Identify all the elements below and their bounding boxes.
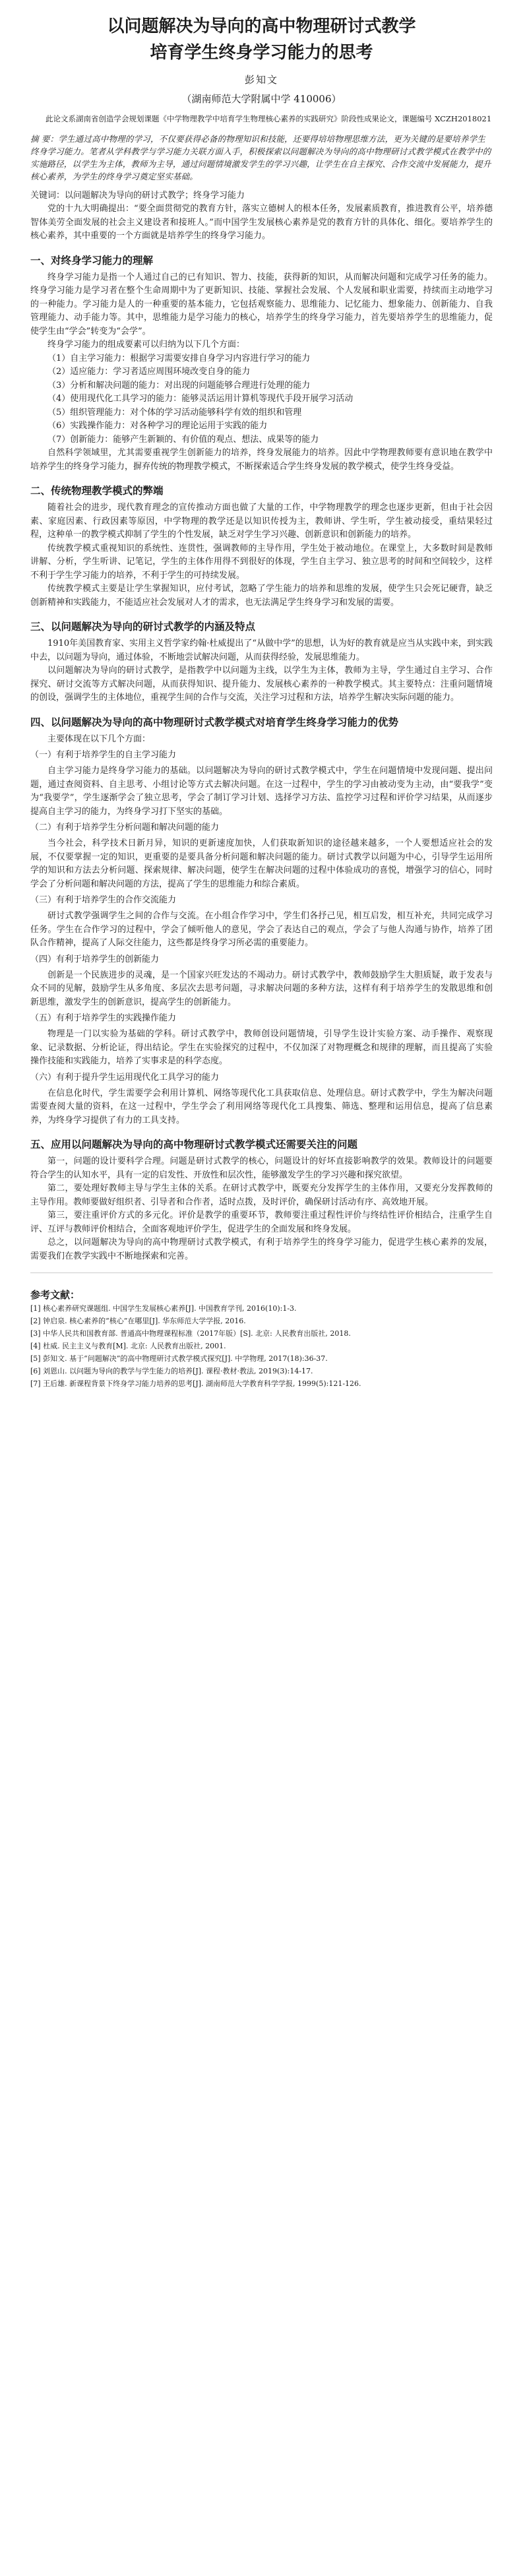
paragraph: 随着社会的进步，现代教育理念的宣传推动方面也做了大量的工作，中学物理教学的理念也逐步更新，但由于社会因素、家庭因素、行政因素等原因，中学物理的教学还是以知识传授为主，教师讲、学生听，学生被动接受，重结果轻过程，这种单一的教学模式抑制了学生的个性发展，缺乏对学生学习兴趣、创新意识和创新能力的培养。: [30, 503, 493, 540]
divider: [30, 1272, 493, 1273]
subsection-heading: （三）有利于培养学生的合作交流能力: [30, 895, 177, 905]
section-heading: 五、应用以问题解决为导向的高中物理研讨式教学模式还需要关注的问题: [30, 1139, 358, 1150]
list-item: （6）实践操作能力：对各种学习的理论运用于实践的能力: [47, 421, 268, 431]
section-heading: 二、传统物理教学模式的弊端: [30, 485, 164, 497]
affiliation: （湖南师范大学附属中学 410006）: [181, 93, 342, 105]
paragraph: 1910年美国教育家、实用主义哲学家约翰·杜威提出了“从做中学”的思想，认为好的教育就是应当从实践中来，到实践中去，以问题为导向，通过体验，不断地尝试解决问题，从而获得经验，发展思维能力。: [30, 639, 493, 662]
paragraph: 党的十九大明确提出：“要全面贯彻党的教育方针，落实立德树人的根本任务，发展素质教育，推进教育公平，培养德智体美劳全面发展的社会主义建设者和接班人。”而中国学生发展核心素养是党的教育方针的具体化、细化。要培养学生的核心素养，其中重要的一个方面就是培养学生的终身学习能力。: [30, 204, 493, 241]
paragraph: 物理是一门以实验为基础的学科。研讨式教学中，教师创设问题情境，引导学生设计实验方案、动手操作、观察现象、记录数据、分析论证，得出结论。学生在实验探究的过程中，不仅加深了对物理概念和规律的理解，而且提高了实验操作技能和实践能力，培养了实事求是的科学态度。: [30, 1029, 493, 1066]
paragraph: 传统教学模式重视知识的系统性、连贯性，强调教师的主导作用，学生处于被动地位。在课堂上，大多数时间是教师讲解、分析，学生听讲、记笔记，学生的主体作用得不到很好的体现，学生自主学习、独立思考的时间和空间较少，这样不利于学生学习能力的培养，不利于学生的可持续发展。: [30, 543, 493, 581]
reference-item: [6] 刘恩山. 以问题为导向的教学与学生能力的培养[J]. 课程·教材·教法, 2019(3):14-17.: [30, 1367, 313, 1375]
section-heading: 四、以问题解决为导向的高中物理研讨式教学模式对培育学生终身学习能力的优势: [30, 716, 399, 728]
section: [30, 714, 493, 1128]
keywords: 关键词：以问题解决为导向的研讨式教学；终身学习能力: [30, 191, 245, 201]
paragraph: 创新是一个民族进步的灵魂，是一个国家兴旺发达的不竭动力。研讨式教学中，教师鼓励学生大胆质疑，敢于发表与众不同的见解，鼓励学生从多角度、多层次去思考问题，寻求解决问题的多种方法，这样有利于培养学生的发散思维和创新思维，激发学生的创新意识，提高学生的创新能力。: [30, 970, 493, 1007]
section: [30, 203, 493, 243]
section-heading: 三、以问题解决为导向的研讨式教学的内涵及特点: [30, 621, 256, 633]
references-title: 参考文献：: [30, 1289, 80, 1301]
paragraph: 传统教学模式主要是让学生掌握知识，应付考试，忽略了学生能力的培养和思维的发展，使学生只会死记硬背，缺乏创新精神和实践能力，不能适应社会发展对人才的需求，也无法满足学生终身学习和发展的需要。: [30, 584, 493, 608]
subsection-heading: （六）有利于提升学生运用现代化工具学习的能力: [30, 1072, 220, 1083]
paragraph: 自主学习能力是终身学习能力的基础。以问题解决为导向的研讨式教学模式中，学生在问题情境中发现问题、提出问题，通过查阅资料、自主思考、小组讨论等方式去解决问题。在这一过程中，学生的学习由被动变为主动，由“要我学”变为“我要学”，学生逐渐学会了独立思考，学会了制订学习计划、选择学习方法、监控学习过程和评价学习结果，从而逐步提高自主学习的能力，为终身学习打下坚实的基础。: [30, 766, 493, 817]
paragraph: 自然科学领域里，尤其需要重视学生创新能力的培养，终身发展能力的培养。因此中学物理教师要有意识地在教学中培养学生的终身学习能力，摒弃传统的物理教学模式，不断探索适合学生终身发展的教学模式，使学生终身受益。: [30, 448, 493, 472]
subsection-heading: （一）有利于培养学生的自主学习能力: [30, 750, 177, 760]
section: [30, 619, 493, 705]
subsection-heading: （二）有利于培养学生分析问题和解决问题的能力: [30, 823, 220, 832]
section-heading: 一、对终身学习能力的理解: [30, 254, 154, 267]
author: 彭知文: [244, 74, 278, 86]
list-item: （4）使用现代化工具学习的能力：能够灵活运用计算机等现代手段开展学习活动: [47, 394, 354, 404]
list-item: （7）创新能力：能够产生新颖的、有价值的观点、想法、成果等的能力: [47, 434, 319, 445]
body-sections: [30, 203, 493, 1263]
subsection-heading: （四）有利于培养学生的创新能力: [30, 954, 160, 964]
reference-item: [1] 核心素养研究课题组. 中国学生发展核心素养[J]. 中国教育学刊, 2016(10):1-3.: [30, 1304, 297, 1313]
project-note: 此论文系湖南省创造学会规划课题《中学物理教学中培育学生物理核心素养的实践研究》阶段性成果论文，课题编号 XCZH2018021: [46, 114, 492, 123]
reference-item: [7] 王后雄. 新课程背景下终身学习能力培养的思考[J]. 湖南师范大学教育科学学报, 1999(5):121-126.: [30, 1379, 361, 1388]
paragraph: 当今社会，科学技术日新月异，知识的更新速度加快，人们获取新知识的途径越来越多，一个人要想适应社会的发展，不仅要掌握一定的知识，更重要的是要具备分析问题和解决问题的能力。研讨式教学以问题为中心，引导学生运用所学的知识和方法去分析问题、探索规律、解决问题，使学生在解决问题的过程中体验成功的喜悦，增强学习的信心，同时学会了分析问题和解决问题的方法，提高了学生的思维能力和综合素质。: [30, 838, 493, 889]
section: [30, 1137, 493, 1263]
paper-title-line1: 以问题解决为导向的高中物理研讨式教学: [107, 16, 416, 36]
abstract: 摘 要：学生通过高中物理的学习，不仅要获得必备的物理知识和技能，还要得培培物理思维方法，更为关键的是要培养学生终身学习能力。笔者从学科教学与学习能力关联方面入手，积极探索以问题解决为导向的高中物理研讨式教学模式在教学中的实施路径，以学生为主体，教师为主导，通过问题情境激发学生的学习兴趣，让学生在自主探究、合作交流中发展能力，提升核心素养，为学生的终身学习奠定坚实基础。: [30, 134, 491, 181]
section: [30, 253, 493, 474]
reference-item: [4] 杜威. 民主主义与教育[M]. 北京: 人民教育出版社, 2001.: [30, 1342, 226, 1350]
paragraph: 在信息化时代，学生需要学会利用计算机、网络等现代化工具获取信息、处理信息。研讨式教学中，学生为解决问题需要查阅大量的资料，在这一过程中，学生学会了利用网络等现代化工具搜集、筛选、整理和运用信息，提高了信息素养，为终身学习提供了有力的工具支持。: [30, 1088, 493, 1125]
reference-item: [3] 中华人民共和国教育部. 普通高中物理课程标准（2017年版）[S]. 北京: 人民教育出版社, 2018.: [30, 1329, 351, 1338]
paragraph: 终身学习能力是指一个人通过自己的已有知识、智力、技能，获得新的知识，从而解决问题和完成学习任务的能力。终身学习能力是学习者在整个生命周期中为了更新知识、技能、掌握社会发展、个人发展和职业需要，持续而主动地学习的一种能力。学习能力是人的一种重要的基本能力，它包括观察能力、思维能力、记忆能力、想象能力、创新能力、自我管理能力、动手能力等。其中，思维能力是学习能力的核心，培养学生的终身学习能力，首先要培养学生的思维能力，促使学生由“学会”转变为“会学”。: [30, 272, 493, 336]
paper-title-line2: 培育学生终身学习能力的思考: [150, 43, 373, 63]
paragraph: 第一，问题的设计要科学合理。问题是研讨式教学的核心，问题设计的好坏直接影响教学的效果。教师设计的问题要符合学生的认知水平，具有一定的启发性、开放性和层次性，能够激发学生的学习兴趣和探究欲望。: [30, 1156, 493, 1180]
subsection-heading: （五）有利于培养学生的实践操作能力: [30, 1013, 177, 1023]
reference-item: [2] 钟启泉. 核心素养的“核心”在哪里[J]. 华东师范大学学报, 2016.: [30, 1317, 246, 1325]
paragraph: 终身学习能力的组成要素可以归纳为以下几个方面：: [47, 340, 245, 350]
list-item: （2）适应能力：学习者适应周围环境改变自身的能力: [47, 367, 251, 377]
paragraph: 研讨式教学强调学生之间的合作与交流。在小组合作学习中，学生们各抒己见，相互启发，相互补充，共同完成学习任务。学生在合作学习的过程中，学会了倾听他人的意见，学会了表达自己的观点，学会了与他人沟通与协作，培养了团队合作精神，提高了人际交往能力，这些都是终身学习所必需的重要能力。: [30, 911, 493, 948]
reference-item: [5] 彭知文. 基于“问题解决”的高中物理研讨式教学模式探究[J]. 中学物理, 2017(18):36-37.: [30, 1354, 328, 1363]
list-item: （5）组织管理能力：对个体的学习活动能够科学有效的组织和管理: [47, 407, 302, 418]
paragraph: 第二，要处理好教师主导与学生主体的关系。在研讨式教学中，既要充分发挥学生的主体作用，又要充分发挥教师的主导作用。教师要做好组织者、引导者和合作者，适时点拨，及时评价，确保研讨活动有序、高效地开展。: [30, 1183, 493, 1207]
paragraph: 第三，要注重评价方式的多元化。评价是教学的重要环节，教师要注重过程性评价与终结性评价相结合，注重学生自评、互评与教师评价相结合，全面客观地评价学生，促进学生的全面发展和终身发展。: [30, 1210, 493, 1234]
list-item: （3）分析和解决问题的能力：对出现的问题能够合理进行处理的能力: [47, 380, 311, 391]
paragraph: 总之，以问题解决为导向的高中物理研讨式教学模式，有利于培养学生的终身学习能力，促进学生核心素养的发展，需要我们在教学实践中不断地探索和完善。: [30, 1238, 493, 1261]
paragraph: 以问题解决为导向的研讨式教学，是指教学中以问题为主线，以学生为主体，教师为主导，学生通过自主学习、合作探究、研讨交流等方式解决问题，从而获得知识、提升能力、发展核心素养的一种教学模式。其主要特点：注重问题情境的创设，强调学生的主体地位，重视学生间的合作与交流，关注学习过程和方法，培养学生解决实际问题的能力。: [30, 666, 493, 703]
section: [30, 483, 493, 610]
paragraph: 主要体现在以下几个方面：: [47, 734, 151, 744]
references-list: [30, 1303, 493, 1389]
list-item: （1）自主学习能力：根据学习需要安排自身学习内容进行学习的能力: [47, 353, 311, 363]
